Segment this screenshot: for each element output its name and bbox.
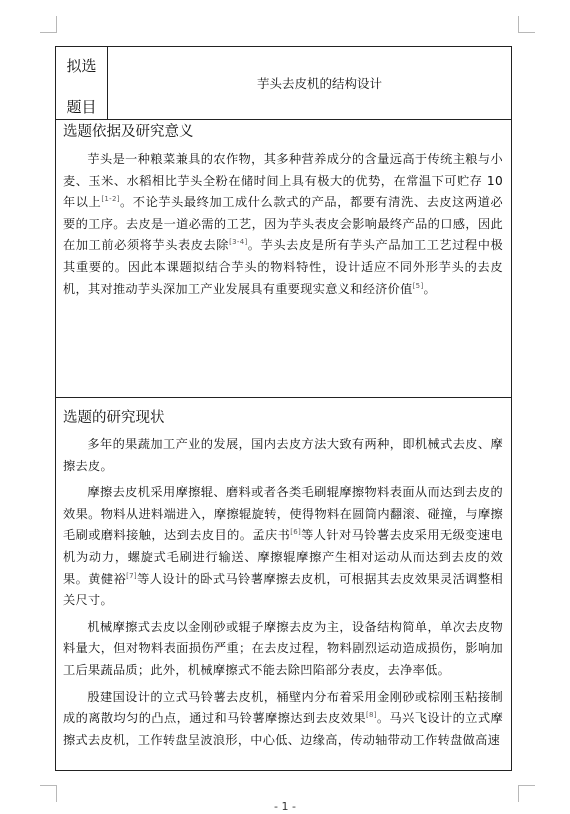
crop-mark-top-right xyxy=(518,16,535,33)
citation: [5] xyxy=(412,281,424,290)
section2-paragraph-2 xyxy=(63,482,503,612)
text-run: 。马兴飞设计的立式摩擦式去皮机，工作转盘呈波浪形，中心低、边缘高，传动轴带动工作转盘做高速 xyxy=(63,711,504,747)
citation: [8] xyxy=(365,711,377,720)
topic-title-cell xyxy=(108,47,511,119)
citation: [6] xyxy=(290,528,302,537)
section2-heading: 选题的研究现状 xyxy=(63,410,165,426)
text-run: 殷建国设计的立式马铃薯去皮机，桶壁内分布着采用金刚砂或棕刚玉粘接制成的离散均匀的凸点，通过和马铃薯摩擦达到去皮效果 xyxy=(63,689,503,726)
topic-label-line1: 拟选 xyxy=(66,57,97,75)
page-number: - 1 - xyxy=(274,800,296,813)
section2-paragraph-3: 机械摩擦式去皮以金刚砂或辊子摩擦去皮为主，设备结构简单，单次去皮物料量大，但对物料表面损伤严重；在去皮过程，物料剧烈运动造成损伤，影响加工后果蔬品质；此外，机械摩擦式不能去除凹陷部分表皮，去净率低。 xyxy=(63,619,503,677)
topic-label-cell xyxy=(56,47,108,119)
topic-label-line2: 题目 xyxy=(66,98,97,116)
citation: [3-4] xyxy=(229,238,248,247)
section1-paragraph xyxy=(63,149,503,300)
citation: [1-2] xyxy=(101,195,120,204)
text-run: 芋头是一种粮菜兼具的农作物，其多种营养成分的含量远高于传统主粮与小麦、玉米、水稻相比芋头全粉在储时间上具有极大的优势，在常温下可贮存 10 年以上 xyxy=(63,152,503,210)
text-run: 等人设计的卧式马铃薯摩擦去皮机，可根据其去皮效果灵活调整相关尺寸。 xyxy=(63,571,504,608)
text-run: 摩擦去皮机采用摩擦辊、磨料或者各类毛刷辊摩擦物料表面从而达到去皮的效果。物料从进料端进入，摩擦辊旋转，使得物料在圆筒内翻滚、碰撞，与摩擦毛刷或磨料接触，达到去皮目的。孟庆书 xyxy=(63,485,503,543)
crop-mark-top-left xyxy=(40,16,57,33)
section2-paragraph-4 xyxy=(63,687,503,752)
text-run: 。不论芋头最终加工成什么款式的产品，都要有清洗、去皮这两道必要的工序。去皮是一道必需的工艺，因为芋头表皮会影响最终产品的口感，因此在加工前必须将芋头表皮去除 xyxy=(63,195,503,253)
text-run: 等人针对马铃薯去皮采用无级变速电机为动力，螺旋式毛刷进行输送、摩擦辊摩擦产生相对运动从而达到去皮的效果。黄健裕 xyxy=(63,528,503,586)
section-research-status xyxy=(56,398,511,770)
section2-paragraph-1: 多年的果蔬加工产业的发展，国内去皮方法大致有两种，即机械式去皮、摩擦去皮。 xyxy=(63,437,503,473)
topic-row xyxy=(56,47,511,120)
proposal-table xyxy=(55,46,512,771)
section-basis-significance xyxy=(56,120,511,398)
text-run: 。 xyxy=(423,281,436,296)
section1-heading: 选题依据及研究意义 xyxy=(63,124,194,140)
citation: [7] xyxy=(126,571,137,580)
topic-title: 芋头去皮机的结构设计 xyxy=(256,76,382,91)
text-run: 。芋头去皮是所有芋头产品加工工艺过程中极其重要的。因此本课题拟结合芋头的物料特性，设计适应不同外形芋头的去皮机，其对推动芋头深加工产业发展具有重要现实意义和经济价值 xyxy=(63,238,504,296)
